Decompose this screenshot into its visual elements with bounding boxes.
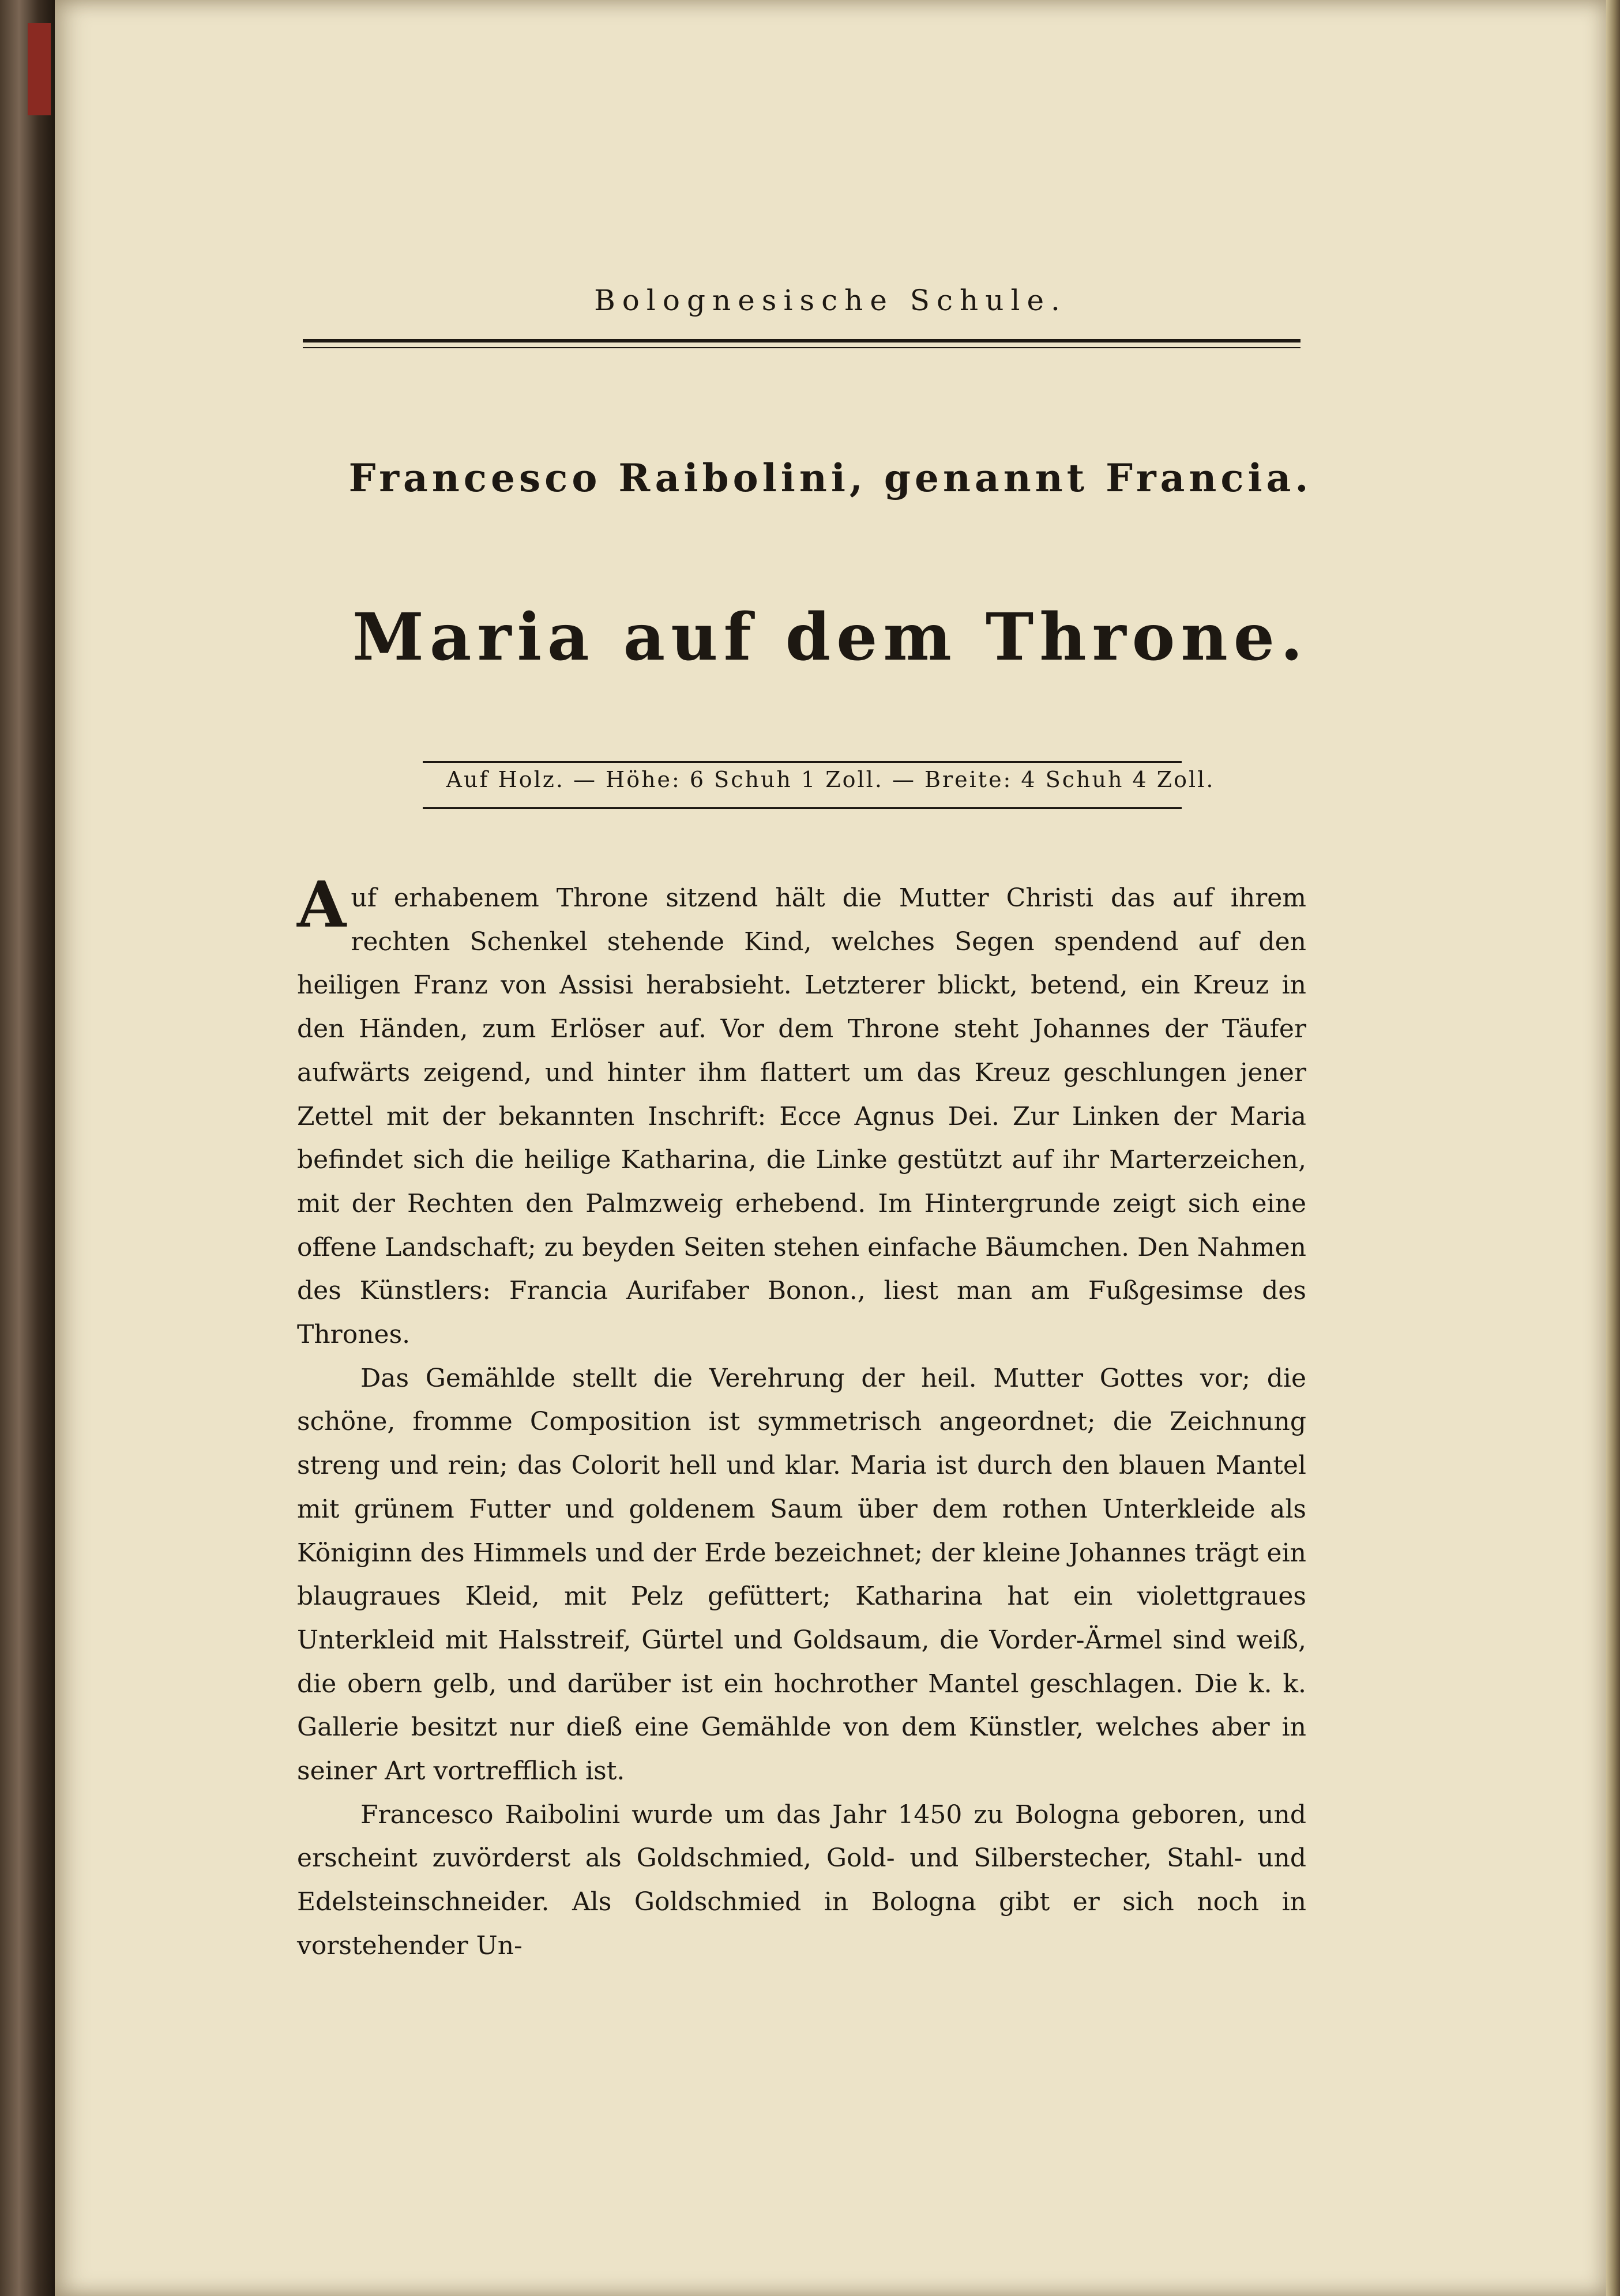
drop-cap: A <box>297 867 347 942</box>
specs-rule-bottom <box>423 807 1182 809</box>
book-page <box>55 0 1606 2296</box>
book-spine <box>0 0 55 2296</box>
body-text <box>297 867 1306 1968</box>
specs-rule-top <box>423 761 1182 763</box>
running-header: Bolognesische Schule. <box>594 284 1067 317</box>
bookmark-ribbon <box>28 23 51 115</box>
paragraph-assessment: Das Gemählde stellt die Verehrung der heil. Mutter Gottes vor; die schöne, fromme Composition ist symmetrisch angeordnet; die Zeichnung streng und rein; das Colorit hell und klar. Maria ist durch den blauen Mantel mit grünem Futter und goldenem Saum über dem rothen Unterkleide als Königinn des Himmels und der Erde bezeichnet; der kleine Johannes trägt ein blaugraues Kleid, mit Pelz gefüttert; Katharina hat ein violettgraues Unterkleid mit Halsstreif, Gürtel und Goldsaum, die Vorder-Ärmel sind weiß, die obern gelb, und darüber ist ein hochrother Mantel geschlagen. Die k. k. Gallerie besitzt nur dieß eine Gemählde von dem Künstler, welches aber in seiner Art vortrefflich ist. <box>297 1363 1306 1786</box>
page-edge <box>1606 0 1620 2296</box>
header-rule-thin <box>303 347 1300 348</box>
artist-name: Francesco Raibolini, genannt Francia. <box>348 456 1313 500</box>
paragraph-1-text: uf erhabenem Throne sitzend hält die Mutter Christi das auf ihrem rechten Schenkel stehende Kind, welches Segen spendend auf den heiligen Franz von Assisi herabsieht. Letzterer blickt, betend, ein Kreuz in den Händen, zum Erlöser auf. Vor dem Throne steht Johannes der Täufer aufwärts zeigend, und hinter ihm flattert um das Kreuz geschlungen jener Zettel mit der bekannten Inschrift: Ecce Agnus Dei. Zur Linken der Maria befindet sich die heilige Katharina, die Linke gestützt auf ihr Marterzeichen, mit der Rechten den Palmzweig erhebend. Im Hintergrunde zeigt sich eine offene Landschaft; zu beyden Seiten stehen einfache Bäumchen. Den Nahmen des Künstlers: Francia Aurifaber Bonon., liest man am Fußgesimse des Thrones. <box>297 883 1306 1350</box>
painting-specs: Auf Holz. — Höhe: 6 Schuh 1 Zoll. — Breite: 4 Schuh 4 Zoll. <box>446 767 1215 792</box>
header-rule-thick <box>303 339 1300 342</box>
page-title: Maria auf dem Throne. <box>352 600 1309 675</box>
paragraph-description <box>297 867 1306 1357</box>
paragraph-biography: Francesco Raibolini wurde um das Jahr 1450 zu Bologna geboren, und erscheint zuvörderst als Goldschmied, Gold- und Silberstecher, Stahl- und Edelsteinschneider. Als Goldschmied in Bologna gibt er sich noch in vorstehender Un- <box>297 1800 1306 1960</box>
